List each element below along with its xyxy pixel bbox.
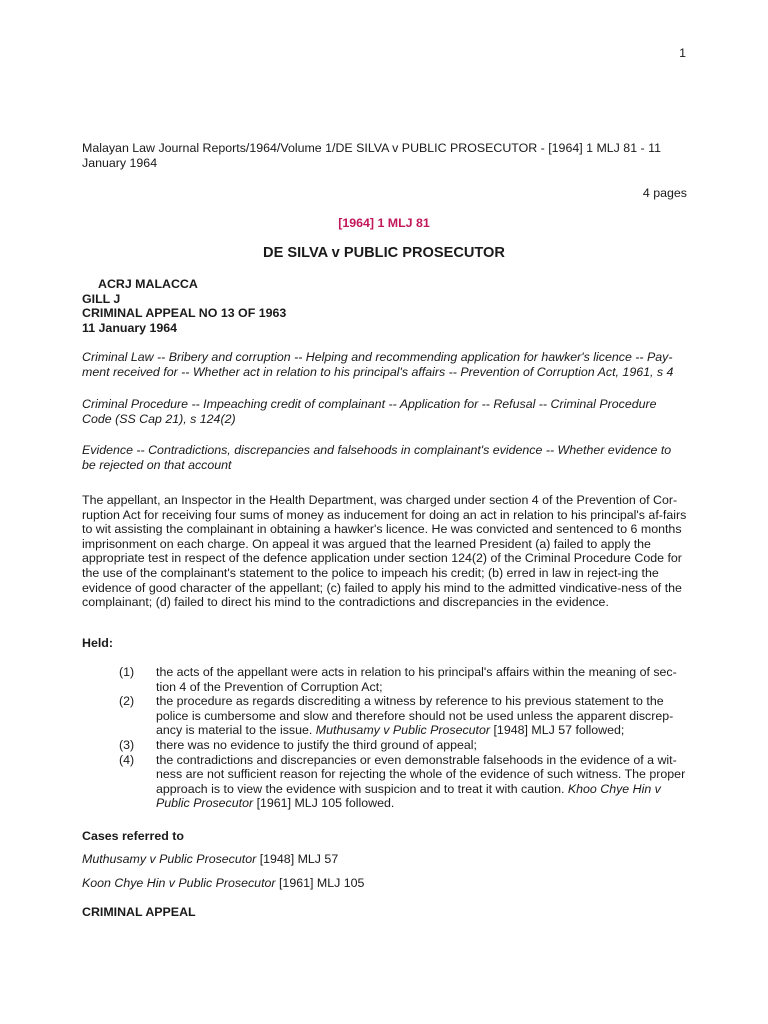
judgment-date: 11 January 1964 — [82, 320, 178, 335]
catchword-criminal-procedure: Criminal Procedure -- Impeaching credit of complainant -- Application for -- Refusal -- Criminal Procedure Code (SS Cap 21), s 124(2) — [82, 397, 657, 426]
held-item — [119, 738, 689, 753]
case-title: DE SILVA v PUBLIC PROSECUTOR — [263, 245, 505, 261]
held-list — [119, 665, 689, 811]
case-reference-cite: [1948] MLJ 57 — [259, 852, 339, 866]
held-item-case-name: Muthusamy v Public Prosecutor — [315, 723, 491, 738]
citation-text: 1964] 1 MLJ 81 — [342, 216, 430, 230]
source-line: Malayan Law Journal Reports/1964/Volume 1/DE SILVA v PUBLIC PROSECUTOR - [1964] 1 MLJ 81 - 11 January 1964 — [82, 141, 661, 170]
held-item-number: (1) — [119, 665, 135, 679]
case-reference-cite: [1961] MLJ 105 — [278, 876, 365, 890]
judge-name: GILL J — [82, 291, 121, 306]
held-item-number: (3) — [119, 737, 135, 752]
held-item-body: the procedure as regards discrediting a witness by reference to his previous statement to the police is cumbersome and slow and therefore should not be used unless the apparent discrep-ancy is material to the issue. — [156, 694, 674, 738]
held-item-number: (4) — [119, 752, 135, 767]
held-item-text: there was no evidence to justify the third ground of appeal; — [156, 737, 477, 752]
appeal-number: CRIMINAL APPEAL NO 13 OF 1963 — [82, 306, 287, 321]
case-summary: The appellant, an Inspector in the Health Department, was charged under section 4 of the Prevention of Cor-ruption Act for receiving four sums of money as inducement for doing an act in relation to his principal's af-fairs to wit assisting the complainant in obtaining a hawker's licence. He was convicted and sentenced to 6 months imprisonment on each charge. On appeal it was argued that the learned President (a) failed to apply the appropriate test in respect of the defence application under section 124(2) of the Criminal Procedure Code for the use of the complainant's statement to the police to impeach his credit; (b) erred in law in reject-ing the evidence of good character of the appellant; (c) failed to apply his mind to the admitted vindicative-ness of the complainant; (d) failed to direct his mind to the contradictions and discrepancies in the evidence. — [82, 493, 687, 610]
held-item-case-cite: [1948] MLJ 57 followed; — [493, 723, 625, 738]
held-item — [119, 753, 689, 811]
held-label: Held: — [82, 636, 113, 650]
held-item-text — [156, 694, 689, 738]
case-reference-name: Koon Chye Hin v Public Prosecutor — [82, 876, 276, 890]
case-citation — [0, 216, 768, 231]
held-item-text: the acts of the appellant were acts in relation to his principal's affairs within the meaning of sec-tion 4 of the Prevention of Corruption Act; — [156, 665, 677, 694]
court-name: ACRJ MALACCA — [98, 277, 198, 291]
case-reference-name: Muthusamy v Public Prosecutor — [82, 852, 257, 866]
case-reference — [82, 876, 364, 891]
court-block — [82, 277, 286, 335]
held-item-text — [156, 753, 689, 811]
held-item-case-cite: [1961] MLJ 105 followed. — [256, 796, 395, 811]
page-number: 1 — [679, 46, 686, 60]
case-reference — [82, 852, 338, 867]
catchword-evidence: Evidence -- Contradictions, discrepancies and falsehoods in complainant's evidence -- Whether evidence to be rejected on that account — [82, 443, 672, 472]
held-item — [119, 665, 689, 694]
held-item-case-name: Khoo Chye Hin v Public Prosecutor — [156, 781, 661, 811]
page-count: 4 pages — [642, 186, 687, 200]
citation-bracket: [ — [338, 216, 343, 230]
held-item-body: the contradictions and discrepancies or even demonstrable falsehoods in the evidence of a wit-ness are not sufficient reason for rejecting the whole of the evidence of such witness. The proper approach is to view the evidence with suspicion and to treat it with caution. — [156, 752, 686, 796]
held-item — [119, 694, 689, 738]
cases-referred-label: Cases referred to — [82, 829, 184, 843]
catchword-criminal-law: Criminal Law -- Bribery and corruption -- Helping and recommending application for hawker's licence -- Pay-ment received for -- Whether act in relation to his principal's affairs -- Prevention of Corruption Act, 1961, s 4 — [82, 350, 674, 379]
held-item-number: (2) — [119, 694, 135, 709]
section-heading: CRIMINAL APPEAL — [82, 905, 196, 919]
